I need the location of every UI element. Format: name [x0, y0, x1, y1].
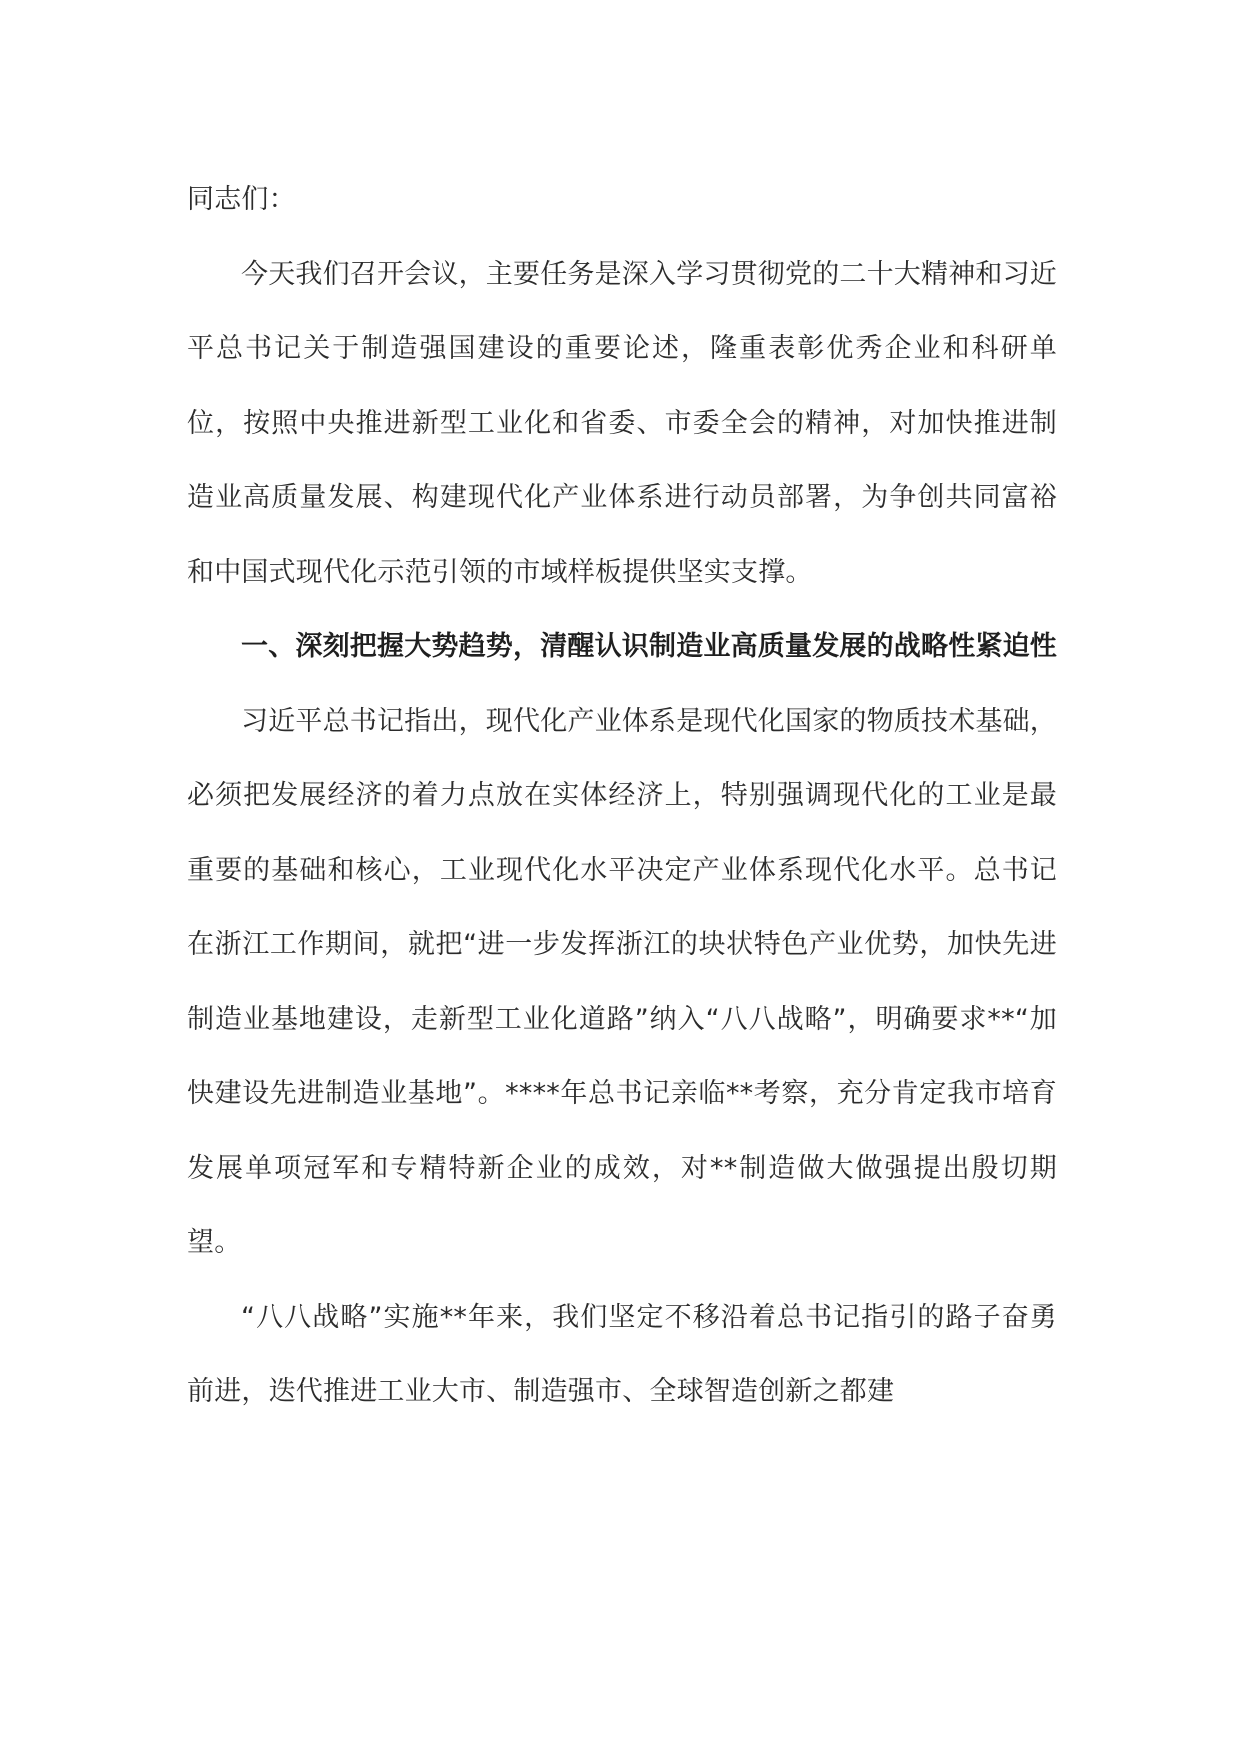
paragraph-strategy: 习近平总书记指出，现代化产业体系是现代化国家的物质技术基础，必须把发展经济的着力点放在实体经济上，特别强调现代化的工业是最重要的基础和核心，工业现代化水平决定产业体系现代化水平。总书记在浙江工作期间，就把“进一步发挥浙江的块状特色产业优势，加快先进制造业基地建设，走新型工业化道路”纳入“八八战略”，明确要求**“加快建设先进制造业基地”。****年总书记亲临**考察，充分肯定我市培育发展单项冠军和专精特新企业的成效，对**制造做大做强提出殷切期望。 — [187, 705, 1057, 1258]
greeting: 同志们： — [187, 184, 296, 215]
section-heading-1: 一、深刻把握大势趋势，清醒认识制造业高质量发展的战略性紧迫性 — [241, 631, 1057, 662]
paragraph-eight-eight: “八八战略”实施**年来，我们坚定不移沿着总书记指引的路子奋勇前进，迭代推进工业大市、制造强市、全球智造创新之都建 — [187, 1301, 1057, 1407]
paragraph-intro: 今天我们召开会议，主要任务是深入学习贯彻党的二十大精神和习近平总书记关于制造强国建设的重要论述，隆重表彰优秀企业和科研单位，按照中央推进新型工业化和省委、市委全会的精神，对加快推进制造业高质量发展、构建现代化产业体系进行动员部署，为争创共同富裕和中国式现代化示范引领的市域样板提供坚实支撑。 — [187, 258, 1057, 588]
document-body — [187, 163, 1057, 1430]
